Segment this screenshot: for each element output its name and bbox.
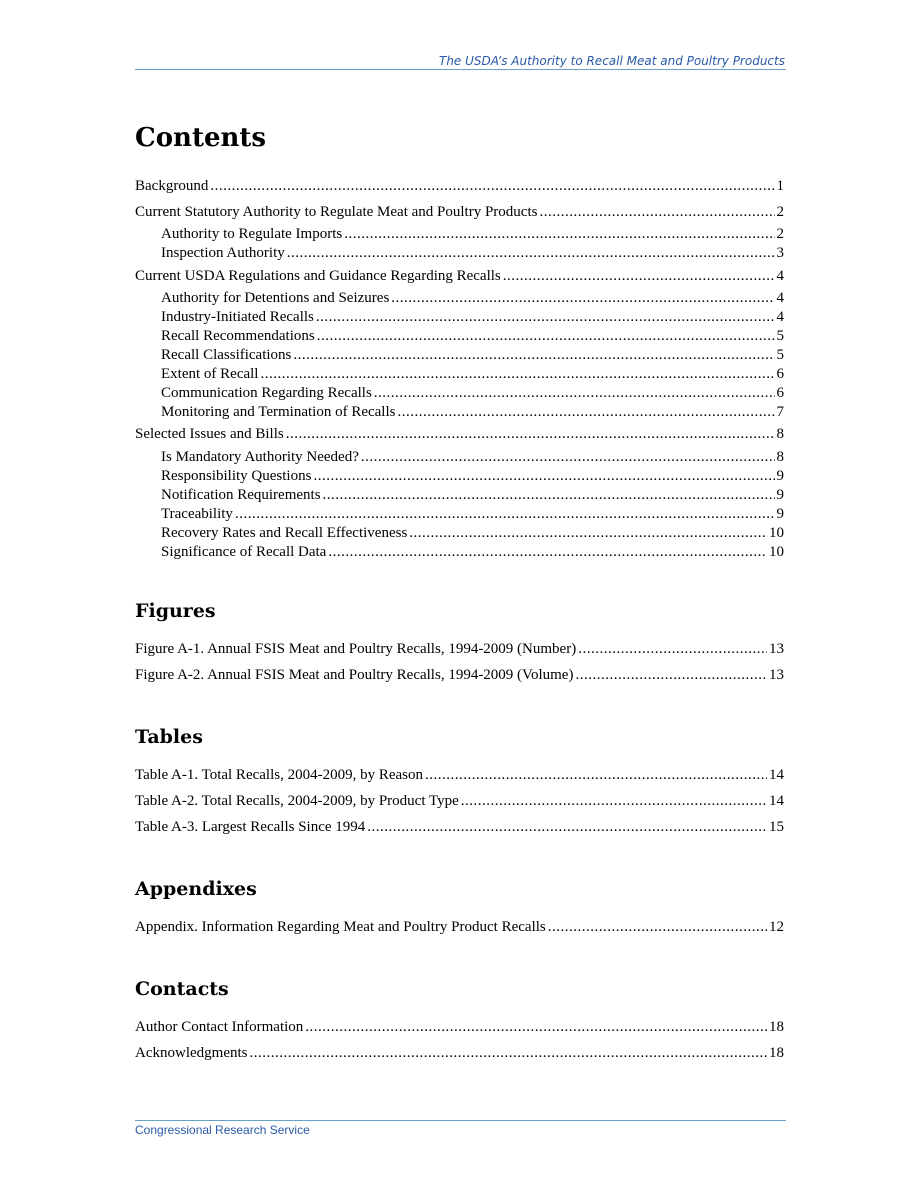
toc-subentry[interactable] <box>161 384 784 402</box>
toc-subentry[interactable] <box>161 448 784 466</box>
toc-entry-label: Inspection Authority <box>161 245 285 261</box>
toc-leader <box>344 225 774 243</box>
toc-entry-label: Traceability <box>161 506 233 522</box>
toc-entry-page: 14 <box>769 793 784 809</box>
toc-entry-label: Authority to Regulate Imports <box>161 226 343 242</box>
toc-leader <box>286 425 775 443</box>
toc-entry-label: Figure A-1. Annual FSIS Meat and Poultry Recalls, 1994-2009 (Number) <box>135 641 577 657</box>
toc-leader <box>575 666 767 684</box>
toc-entry-label: Table A-3. Largest Recalls Since 1994 <box>135 819 366 835</box>
contents-heading: Contents <box>135 123 267 153</box>
toc-entry-page: 7 <box>776 404 784 420</box>
toc-entry-label: Responsibility Questions <box>161 468 312 484</box>
toc-entry-label: Acknowledgments <box>135 1045 248 1061</box>
toc-entry-page: 4 <box>776 290 784 306</box>
toc-leader <box>323 486 775 504</box>
toc-entry-label: Extent of Recall <box>161 366 259 382</box>
toc-entry-page: 15 <box>769 819 784 835</box>
running-header-title: The USDA’s Authority to Recall Meat and Poultry Products <box>438 54 785 68</box>
toc-entry-label: Appendix. Information Regarding Meat and Poultry Product Recalls <box>135 919 546 935</box>
toc-leader <box>374 384 775 402</box>
toc-leader <box>461 792 767 810</box>
toc-entry[interactable] <box>135 177 784 195</box>
toc-entry-page: 5 <box>776 347 784 363</box>
toc-entry-label: Monitoring and Termination of Recalls <box>161 404 396 420</box>
toc-entry-label: Table A-1. Total Recalls, 2004-2009, by Reason <box>135 767 423 783</box>
contacts-heading: Contacts <box>135 978 229 1000</box>
toc-subentry[interactable] <box>161 486 784 504</box>
toc-entry-label: Selected Issues and Bills <box>135 426 284 442</box>
toc-leader <box>367 818 767 836</box>
toc-entry-page: 9 <box>776 487 784 503</box>
toc-entry-page: 8 <box>776 449 784 465</box>
toc-entry[interactable] <box>135 203 784 221</box>
toc-leader <box>235 505 775 523</box>
toc-entry-label: Current USDA Regulations and Guidance Regarding Recalls <box>135 268 501 284</box>
toc-entry-page: 6 <box>776 366 784 382</box>
toc-subentry[interactable] <box>161 365 784 383</box>
toc-entry-page: 6 <box>776 385 784 401</box>
toc-subentry[interactable] <box>161 524 784 542</box>
toc-leader <box>249 1044 767 1062</box>
toc-entry-page: 4 <box>776 309 784 325</box>
toc-subentry[interactable] <box>161 327 784 345</box>
figure-entry[interactable] <box>135 666 784 684</box>
toc-entry-label: Recall Classifications <box>161 347 292 363</box>
toc-subentry[interactable] <box>161 346 784 364</box>
toc-entry-label: Industry-Initiated Recalls <box>161 309 314 325</box>
toc-leader <box>391 289 774 307</box>
toc-entry-page: 14 <box>769 767 784 783</box>
toc-subentry[interactable] <box>161 244 784 262</box>
table-entry[interactable] <box>135 818 784 836</box>
toc-entry-label: Figure A-2. Annual FSIS Meat and Poultry Recalls, 1994-2009 (Volume) <box>135 667 574 683</box>
toc-leader <box>305 1018 767 1036</box>
toc-entry-page: 9 <box>776 506 784 522</box>
toc-entry-page: 4 <box>776 268 784 284</box>
toc-entry-page: 2 <box>776 204 784 220</box>
toc-entry-page: 12 <box>769 919 784 935</box>
appendixes-heading: Appendixes <box>135 878 257 900</box>
toc-leader <box>328 543 767 561</box>
toc-leader <box>409 524 767 542</box>
toc-subentry[interactable] <box>161 403 784 421</box>
toc-leader <box>397 403 774 421</box>
toc-entry-page: 5 <box>776 328 784 344</box>
toc-subentry[interactable] <box>161 543 784 561</box>
toc-entry-label: Current Statutory Authority to Regulate Meat and Poultry Products <box>135 204 538 220</box>
toc-entry-label: Authority for Detentions and Seizures <box>161 290 390 306</box>
toc-entry-label: Table A-2. Total Recalls, 2004-2009, by Product Type <box>135 793 459 809</box>
toc-subentry[interactable] <box>161 467 784 485</box>
toc-entry-page: 2 <box>776 226 784 242</box>
toc-leader <box>210 177 774 195</box>
toc-subentry[interactable] <box>161 289 784 307</box>
toc-entry[interactable] <box>135 425 784 443</box>
toc-leader <box>578 640 767 658</box>
figures-heading: Figures <box>135 600 216 622</box>
toc-subentry[interactable] <box>161 308 784 326</box>
toc-entry-label: Recall Recommendations <box>161 328 315 344</box>
toc-entry-label: Communication Regarding Recalls <box>161 385 372 401</box>
contact-entry[interactable] <box>135 1018 784 1036</box>
table-entry[interactable] <box>135 792 784 810</box>
toc-subentry[interactable] <box>161 225 784 243</box>
table-entry[interactable] <box>135 766 784 784</box>
figure-entry[interactable] <box>135 640 784 658</box>
toc-entry-page: 8 <box>776 426 784 442</box>
header-rule <box>135 69 786 70</box>
toc-leader <box>361 448 775 466</box>
footer-rule <box>135 1120 786 1121</box>
toc-leader <box>313 467 774 485</box>
toc-entry-label: Notification Requirements <box>161 487 321 503</box>
toc-entry-label: Background <box>135 178 209 194</box>
contact-entry[interactable] <box>135 1044 784 1062</box>
toc-leader <box>548 918 767 936</box>
toc-entry-page: 13 <box>769 641 784 657</box>
toc-leader <box>287 244 775 262</box>
toc-leader <box>425 766 767 784</box>
toc-entry-page: 3 <box>776 245 784 261</box>
toc-entry-page: 13 <box>769 667 784 683</box>
toc-entry-label: Is Mandatory Authority Needed? <box>161 449 359 465</box>
toc-leader <box>293 346 774 364</box>
toc-subentry[interactable] <box>161 505 784 523</box>
toc-entry-page: 10 <box>769 525 784 541</box>
toc-entry-label: Significance of Recall Data <box>161 544 327 560</box>
toc-leader <box>316 308 775 326</box>
toc-leader <box>539 203 774 221</box>
footer-publisher: Congressional Research Service <box>135 1123 310 1137</box>
toc-leader <box>317 327 775 345</box>
tables-heading: Tables <box>135 726 203 748</box>
toc-entry-page: 18 <box>769 1019 784 1035</box>
toc-entry-label: Author Contact Information <box>135 1019 304 1035</box>
toc-entry-page: 9 <box>776 468 784 484</box>
toc-entry-page: 1 <box>776 178 784 194</box>
toc-entry-page: 10 <box>769 544 784 560</box>
toc-leader <box>503 267 775 285</box>
toc-entry[interactable] <box>135 267 784 285</box>
appendix-entry[interactable] <box>135 918 784 936</box>
toc-entry-label: Recovery Rates and Recall Effectiveness <box>161 525 408 541</box>
toc-entry-page: 18 <box>769 1045 784 1061</box>
toc-leader <box>260 365 774 383</box>
